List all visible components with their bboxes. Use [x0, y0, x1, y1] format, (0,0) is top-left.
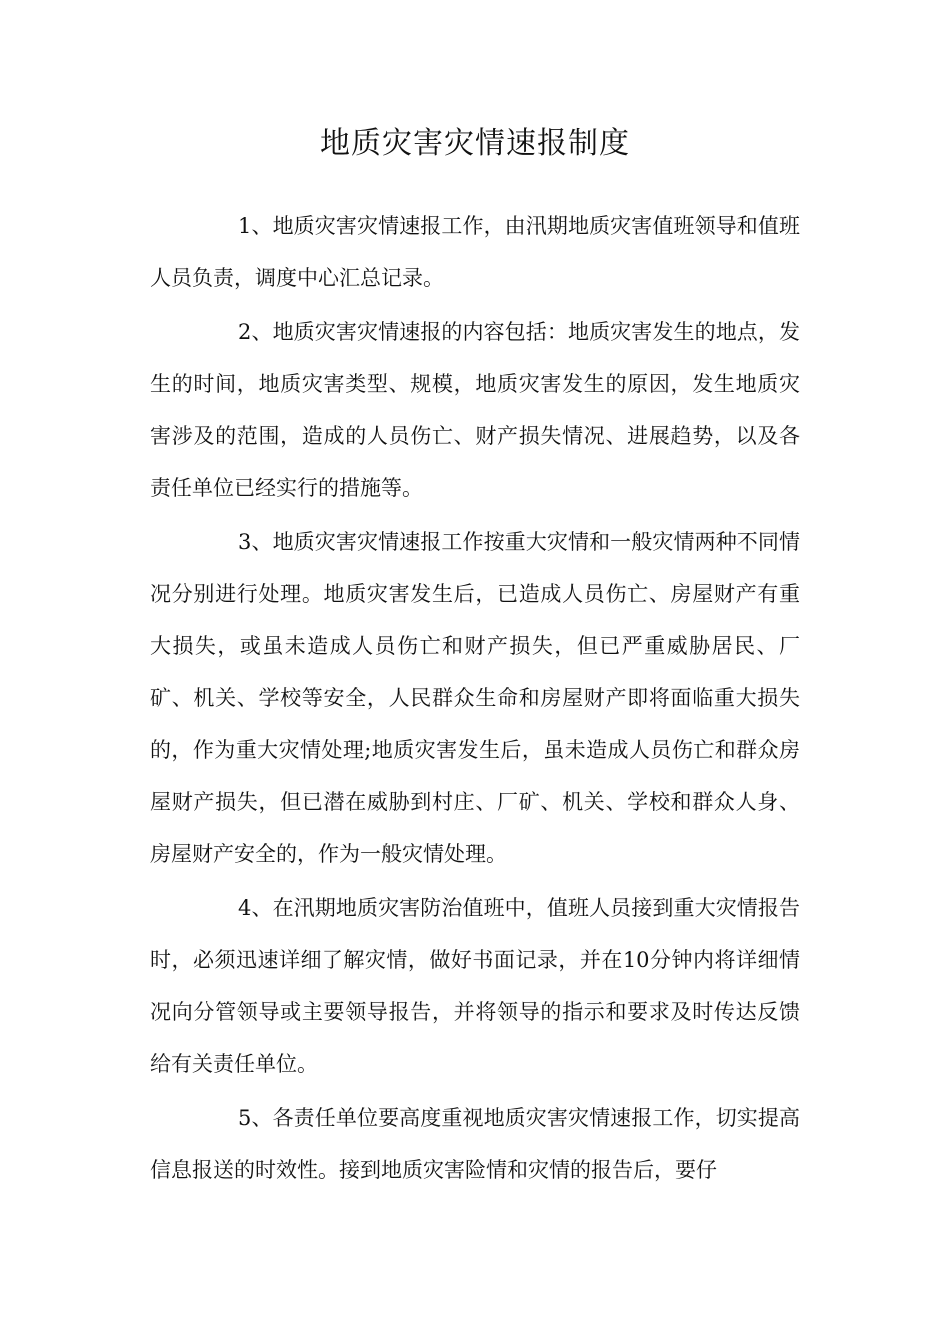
- paragraph-2: 2、地质灾害灾情速报的内容包括：地质灾害发生的地点，发生的时间，地质灾害类型、规模，地质灾害发生的原因，发生地质灾害涉及的范围，造成的人员伤亡、财产损失情况、进展趋势，以及各责任单位已经实行的措施等。: [150, 320, 800, 500]
- paragraph-3: 3、地质灾害灾情速报工作按重大灾情和一般灾情两种不同情况分别进行处理。地质灾害发生后，已造成人员伤亡、房屋财产有重大损失，或虽未造成人员伤亡和财产损失，但已严重威胁居民、厂矿、机关、学校等安全，人民群众生命和房屋财产即将面临重大损失的，作为重大灾情处理;地质灾害发生后，虽未造成人员伤亡和群众房屋财产损失，但已潜在威胁到村庄、厂矿、机关、学校和群众人身、房屋财产安全的，作为一般灾情处理。: [150, 530, 800, 866]
- document-page: [150, 118, 800, 1198]
- paragraph-5: 5、各责任单位要高度重视地质灾害灾情速报工作，切实提高信息报送的时效性。接到地质灾害险情和灾情的报告后，要仔: [150, 1106, 800, 1182]
- document-title: 地质灾害灾情速报制度: [320, 126, 630, 161]
- paragraph-4: 4、在汛期地质灾害防治值班中，值班人员接到重大灾情报告时，必须迅速详细了解灾情，做好书面记录，并在10分钟内将详细情况向分管领导或主要领导报告，并将领导的指示和要求及时传达反馈给有关责任单位。: [150, 896, 800, 1076]
- paragraph-1: 1、地质灾害灾情速报工作，由汛期地质灾害值班领导和值班人员负责，调度中心汇总记录。: [150, 214, 800, 290]
